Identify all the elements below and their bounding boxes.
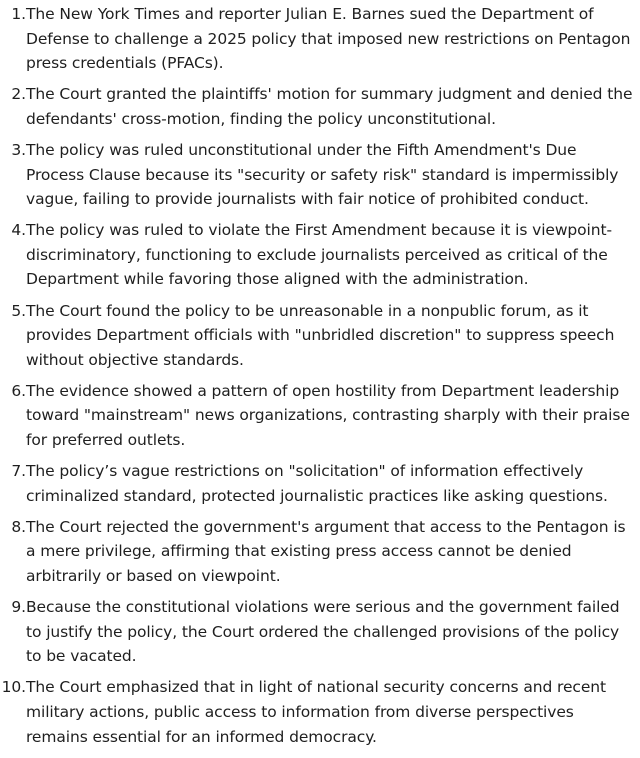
- list-item: [0, 379, 640, 453]
- list-item-text: The Court rejected the government's argument that access to the Pentagon is a mere privilege, affirming that existing press access cannot be denied arbitrarily or based on viewpoint.: [26, 517, 626, 585]
- list-item-text: The policy was ruled unconstitutional under the Fifth Amendment's Due Process Clause because its "security or safety risk" standard is impermissibly vague, failing to provide journalists with fair notice of prohibited conduct.: [26, 140, 619, 209]
- list-item-number: 4.: [11, 221, 26, 240]
- list-item-number: 6.: [11, 381, 26, 400]
- list-item-text: The evidence showed a pattern of open hostility from Department leadership toward "mainstream" news organizations, contrasting sharply with their praise for preferred outlets.: [26, 381, 630, 449]
- list-item: [0, 675, 640, 749]
- list-item: [0, 138, 640, 212]
- list-item-number: 8.: [11, 517, 26, 536]
- list-item: [0, 82, 640, 131]
- list-item: [0, 459, 640, 508]
- list-item-number: 1.: [11, 5, 26, 23]
- list-item-number: 3.: [11, 140, 26, 159]
- list-item-number: 7.: [11, 462, 26, 481]
- list-item-text: The policy’s vague restrictions on "solicitation" of information effectively criminalized standard, protected journalistic practices like asking questions.: [26, 462, 608, 505]
- list-item-number: 5.: [11, 301, 26, 320]
- list-item-text: Because the constitutional violations were serious and the government failed to justify the policy, the Court ordered the challenged provisions of the policy to be vacated.: [26, 598, 620, 666]
- list-item-text: The Court emphasized that in light of national security concerns and recent military actions, public access to information from diverse perspectives remains essential for an informed democracy.: [26, 678, 606, 746]
- list-item-number: 2.: [11, 85, 26, 104]
- list-item-text: The Court granted the plaintiffs' motion for summary judgment and denied the defendants' cross-motion, finding the policy unconstitutional.: [26, 85, 633, 128]
- list-item-text: The policy was ruled to violate the First Amendment because it is viewpoint-discriminatory, functioning to exclude journalists perceived as critical of the Department while favoring those aligned with the administration.: [26, 221, 612, 289]
- list-item: [0, 2, 640, 76]
- list-item: [0, 515, 640, 589]
- list-item-number: 10.: [1, 678, 26, 697]
- list-item-number: 9.: [11, 598, 26, 617]
- list-item: [0, 595, 640, 669]
- list-item-text: The Court found the policy to be unreasonable in a nonpublic forum, as it provides Department officials with "unbridled discretion" to suppress speech without objective standards.: [26, 301, 615, 369]
- list-item: [0, 299, 640, 373]
- list-item: [0, 218, 640, 292]
- list-item-text: The New York Times and reporter Julian E. Barnes sued the Department of Defense to challenge a 2025 policy that imposed new restrictions on Pentagon press credentials (PFACs).: [26, 5, 631, 73]
